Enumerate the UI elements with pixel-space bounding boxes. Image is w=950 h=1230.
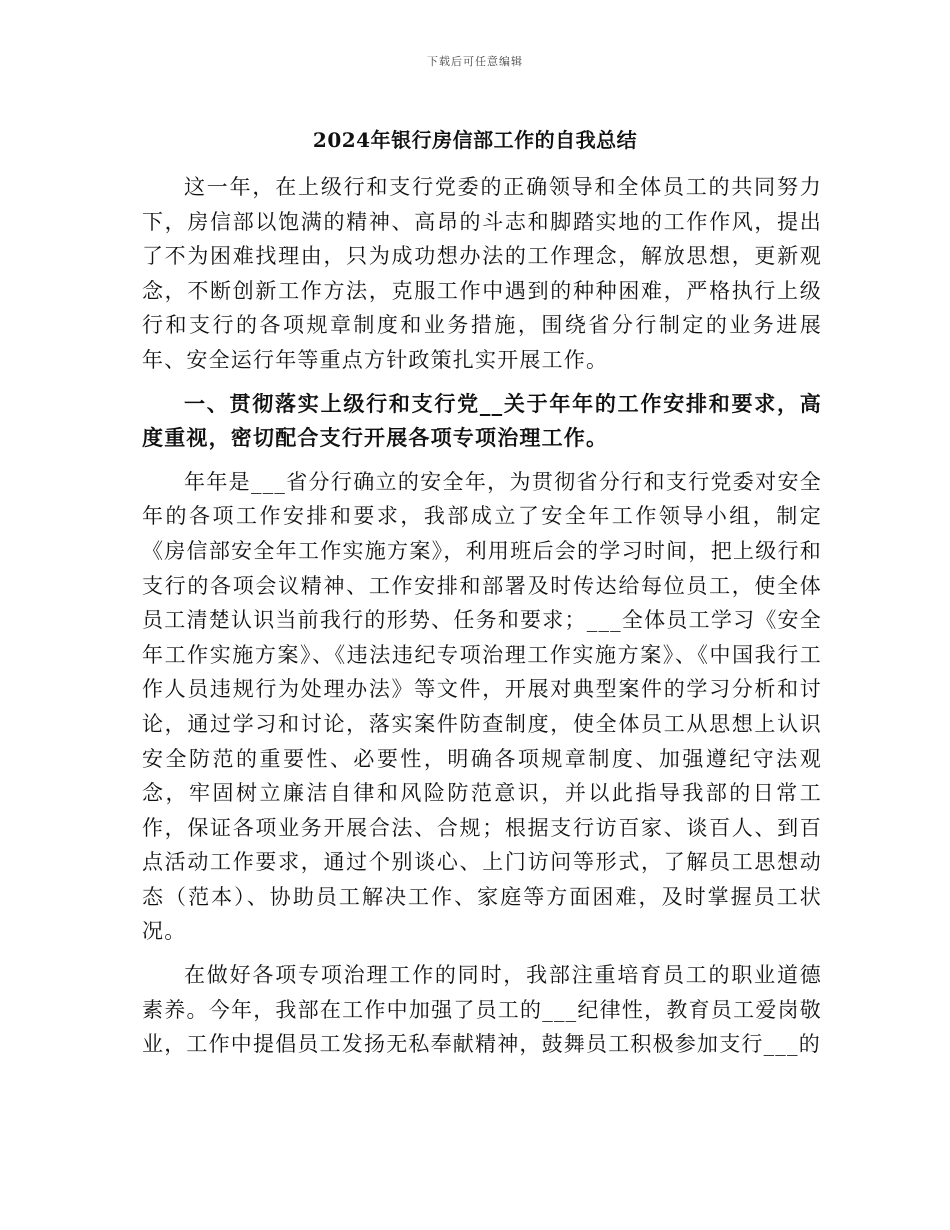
paragraph-safety-year: 年年是___省分行确立的安全年，为贯彻省分行和支行党委对安全年的各项工作安排和要求，我部成立了安全年工作领导小组，制定《房信部安全年工作实施方案》，利用班后会的学习时间，把上级行和支行的各项会议精神、工作安排和部署及时传达给每位员工，使全体员工清楚认识当前我行的形势、任务和要求；___全体员工学习《安全年工作实施方案》、《违法违纪专项治理工作实施方案》、《中国我行工作人员违规行为处理办法》等文件，开展对典型案件的学习分析和讨论，通过学习和讨论，落实案件防查制度，使全体员工从思想上认识安全防范的重要性、必要性，明确各项规章制度、加强遵纪守法观念，牢固树立廉洁自律和风险防范意识，并以此指导我部的日常工作，保证各项业务开展合法、合规；根据支行访百家、谈百人、到百点活动工作要求，通过个别谈心、上门访问等形式，了解员工思想动态（范本）、协助员工解决工作、家庭等方面困难，及时掌握员工状况。	[142, 469, 822, 944]
paragraph-intro: 这一年，在上级行和支行党委的正确领导和全体员工的共同努力下，房信部以饱满的精神、高昂的斗志和脚踏实地的工作作风，提出了不为困难找理由，只为成功想办法的工作理念，解放思想，更新观念，不断创新工作方法，克服工作中遇到的种种困难，严格执行上级行和支行的各项规章制度和业务措施，围绕省分行制定的业务进展年、安全运行年等重点方针政策扎实开展工作。	[142, 175, 822, 372]
document-title: 2024年银行房信部工作的自我总结	[312, 128, 638, 152]
header-note: 下载后可任意编辑	[427, 55, 523, 68]
paragraph-professional-ethics: 在做好各项专项治理工作的同时，我部注重培育员工的职业道德素养。今年，我部在工作中加强了员工的___纪律性，教育员工爱岗敬业，工作中提倡员工发扬无私奉献精神，鼓舞员工积极参加支行___的	[142, 963, 822, 1057]
document-body	[142, 170, 822, 1071]
section-heading-1: 一、贯彻落实上级行和支行党__关于年年的工作安排和要求，高度重视，密切配合支行开展各项专项治理工作。	[142, 390, 822, 451]
